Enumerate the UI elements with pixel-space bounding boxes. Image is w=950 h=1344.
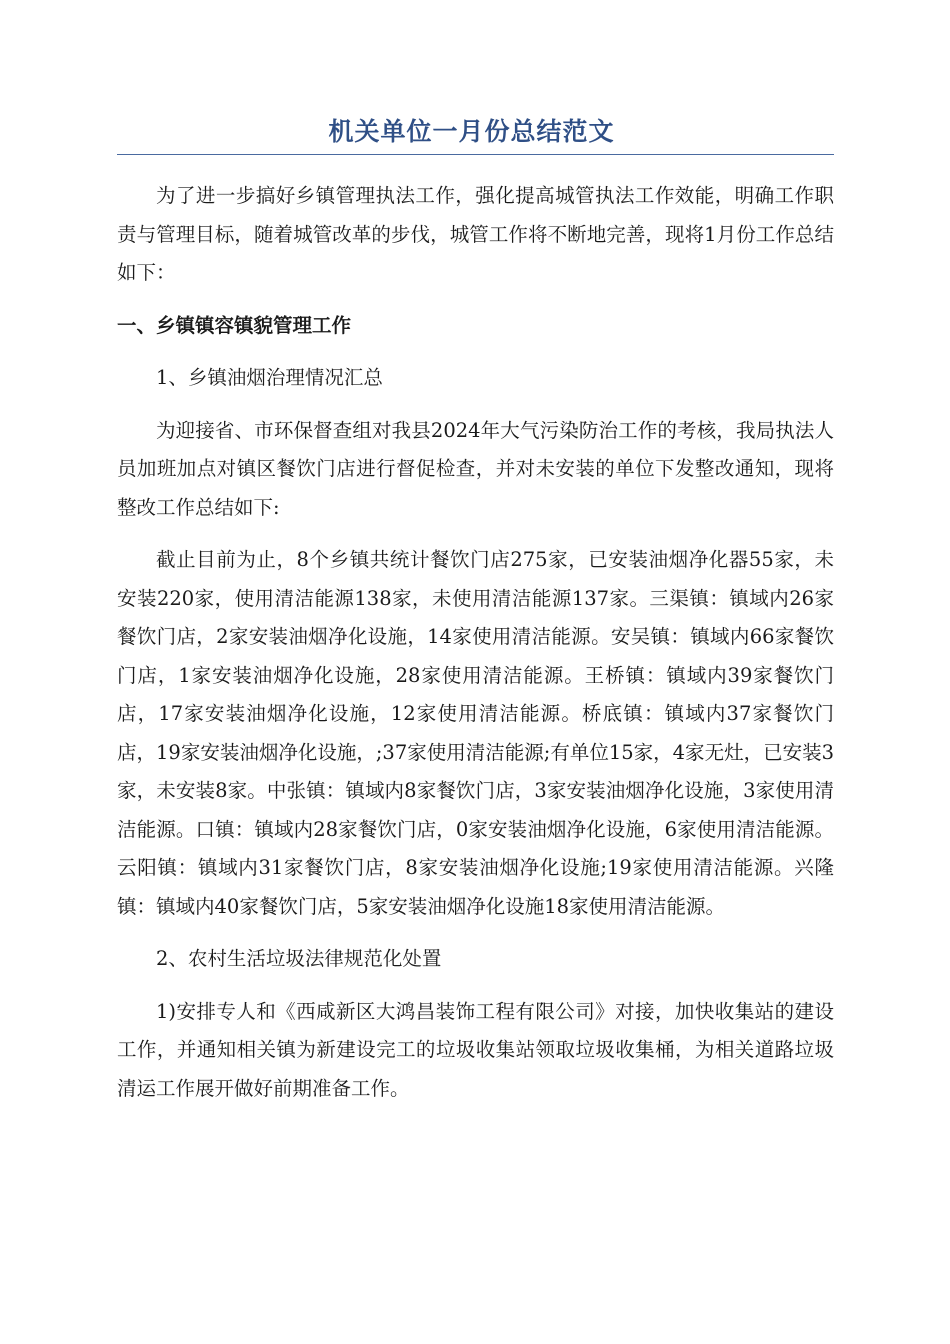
section-heading: 一、乡镇镇容镇貌管理工作 xyxy=(117,313,352,337)
document-title: 机关单位一月份总结范文 xyxy=(328,117,615,146)
paragraph-inspection: 为迎接省、市环保督查组对我县2024年大气污染防治工作的考核，我局执法人员加班加点对镇区餐饮门店进行督促检查，并对未安装的单位下发整改通知，现将整改工作总结如下: xyxy=(117,418,834,519)
document-page xyxy=(117,112,834,1122)
paragraph-statistics: 截止目前为止，8个乡镇共统计餐饮门店275家，已安装油烟净化器55家，未安装220家，使用清洁能源138家，未使用清洁能源137家。三渠镇：镇域内26家餐饮门店，2家安装油烟净化设施，14家使用清洁能源。安吴镇：镇域内66家餐饮门店，1家安装油烟净化设施，28家使用清洁能源。王桥镇：镇域内39家餐饮门店，17家安装油烟净化设施，12家使用清洁能源。桥底镇：镇域内37家餐饮门店，19家安装油烟净化设施，;37家使用清洁能源;有单位15家，4家无灶，已安装3家，未安装8家。中张镇：镇域内8家餐饮门店，3家安装油烟净化设施，3家使用清洁能源。口镇：镇域内28家餐饮门店，0家安装油烟净化设施，6家使用清洁能源。云阳镇：镇域内31家餐饮门店，8家安装油烟净化设施;19家使用清洁能源。兴隆镇：镇域内40家餐饮门店，5家安装油烟净化设施18家使用清洁能源。 xyxy=(117,548,834,918)
subsection-title-2: 2、农村生活垃圾法律规范化处置 xyxy=(156,947,442,970)
paragraph-garbage: 1)安排专人和《西咸新区大鸿昌装饰工程有限公司》对接，加快收集站的建设工作，并通知相关镇为新建设完工的垃圾收集站领取垃圾收集桶，为相关道路垃圾清运工作展开做好前期准备工作。 xyxy=(117,999,834,1100)
title-underline xyxy=(117,154,834,155)
subsection-title-1: 1、乡镇油烟治理情况汇总 xyxy=(156,366,383,389)
intro-paragraph: 为了进一步搞好乡镇管理执法工作，强化提高城管执法工作效能，明确工作职责与管理目标，随着城管改革的步伐，城管工作将不断地完善，现将1月份工作总结如下： xyxy=(117,184,834,284)
